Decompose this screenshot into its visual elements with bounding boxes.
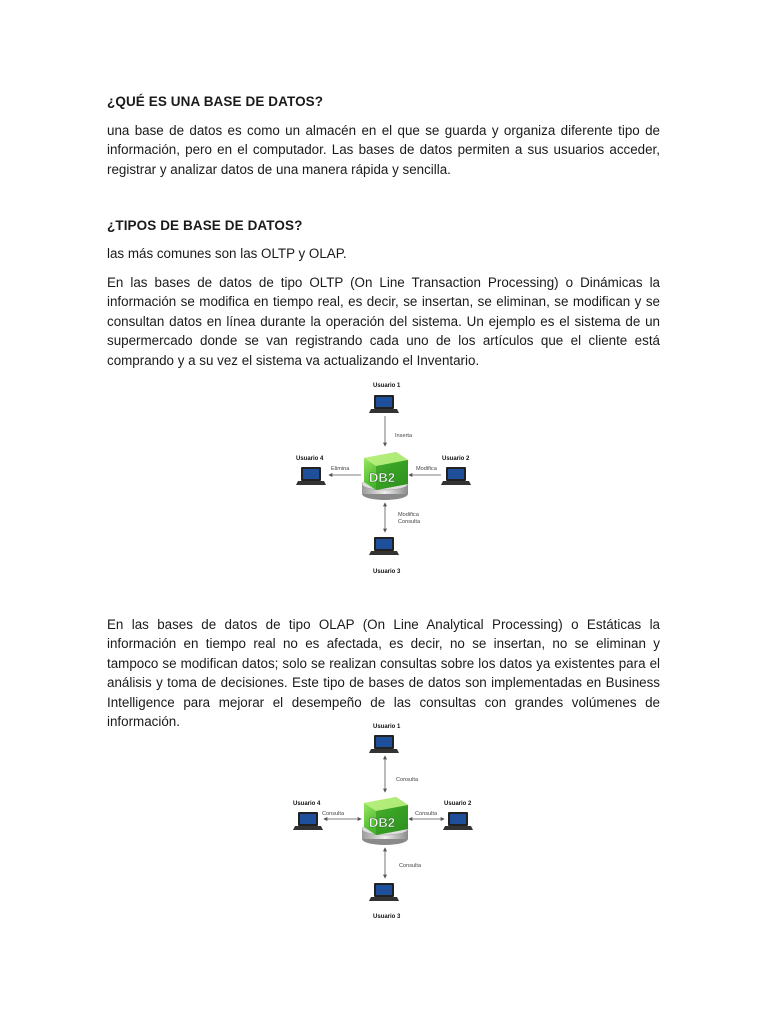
oltp-diagram <box>284 378 484 578</box>
olap-user3-label: Usuario 3 <box>373 914 401 920</box>
olap-db2-database-icon <box>362 797 408 845</box>
oltp-user4-label: Usuario 4 <box>296 456 324 462</box>
oltp-edge-left-label: Elimina <box>331 466 350 472</box>
paragraph-tipos-intro: las más comunes son las OLTP y OLAP. <box>107 246 347 261</box>
oltp-user3-laptop-icon <box>369 537 399 555</box>
olap-user3-laptop-icon <box>369 883 399 901</box>
oltp-user3-label: Usuario 3 <box>373 569 401 575</box>
olap-edge-top-label: Consulta <box>396 777 419 783</box>
heading-tipos-base-de-datos: ¿TIPOS DE BASE DE DATOS? <box>107 218 303 233</box>
oltp-edge-bottom-label-line1: Modifica <box>398 512 419 518</box>
olap-user2-label: Usuario 2 <box>444 801 472 807</box>
paragraph-definicion: una base de datos es como un almacén en el que se guarda y organiza diferente tipo de información, pero en el computador. Las bases de datos permiten a sus usuarios acceder, registrar y analizar datos de una manera rápida y sencilla. <box>107 123 660 177</box>
oltp-db2-label: DB2 <box>369 470 396 485</box>
olap-user1-label: Usuario 1 <box>373 724 401 730</box>
oltp-db2-database-icon <box>362 452 408 500</box>
oltp-edge-top-label: Inserta <box>395 433 413 439</box>
oltp-user1-laptop-icon <box>369 395 399 413</box>
oltp-edge-bottom-label-line2: Consulta <box>398 519 421 525</box>
olap-user2-laptop-icon <box>443 812 473 830</box>
olap-edge-left-label: Consulta <box>322 811 345 817</box>
oltp-user4-laptop-icon <box>296 467 326 485</box>
paragraph-olap: En las bases de datos de tipo OLAP (On Line Analytical Processing) o Estáticas la información en tiempo real no es afectada, es decir, no se insertan, no se eliminan y tampoco se modifican datos; solo se realizan consultas sobre los datos ya existentes para el análisis y toma de decisiones. Este tipo de bases de datos son implementadas en Business Intelligence para mejorar el desempeño de las consultas con grandes volúmenes de información. <box>107 617 660 730</box>
paragraph-oltp: En las bases de datos de tipo OLTP (On Line Transaction Processing) o Dinámicas la información se modifica en tiempo real, es decir, se insertan, se eliminan, se modifican y se consultan datos en línea durante la operación del sistema. Un ejemplo es el sistema de un supermercado donde se van registrando cada uno de los artículos que el cliente está comprando y a su vez el sistema va actualizando el Inventario. <box>107 275 660 368</box>
olap-edge-right-label: Consulta <box>415 811 438 817</box>
oltp-edge-right-label: Modifica <box>416 466 437 472</box>
heading-que-es-base-de-datos: ¿QUÉ ES UNA BASE DE DATOS? <box>107 94 324 109</box>
oltp-user2-label: Usuario 2 <box>442 456 470 462</box>
olap-edge-bottom-label: Consulta <box>399 863 422 869</box>
olap-user1-laptop-icon <box>369 735 399 753</box>
oltp-user1-label: Usuario 1 <box>373 383 401 389</box>
olap-db2-label: DB2 <box>369 815 396 830</box>
olap-user4-laptop-icon <box>293 812 323 830</box>
olap-diagram <box>284 720 484 920</box>
olap-user4-label: Usuario 4 <box>293 801 321 807</box>
oltp-user2-laptop-icon <box>441 467 471 485</box>
